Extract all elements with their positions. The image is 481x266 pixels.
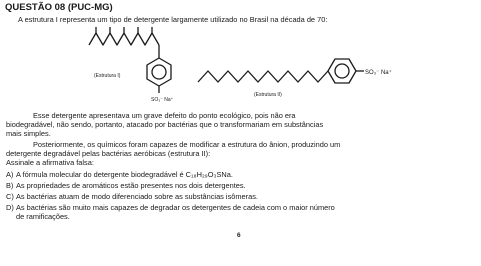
intro-text: A estrutura I representa um tipo de detergente largamente utilizado no Brasil na década de 70:	[18, 15, 328, 24]
paragraph1-line2: biodegradável, não sendo, portanto, atacado por bactérias que o transformariam em substâncias	[6, 120, 324, 129]
structure2-label: (Estrutura II)	[254, 92, 282, 98]
question-prompt: Assinale a afirmativa falsa:	[6, 158, 94, 167]
option-d-text: As bactérias são muito mais capazes de degradar os detergentes de cadeia com o maior número	[16, 203, 335, 212]
paragraph1-line1: Esse detergente apresentava um grave defeito do ponto ecológico, pois não era	[33, 111, 296, 120]
paragraph1-line3: mais simples.	[6, 129, 51, 138]
paragraph2-line2: detergente degradável pelas bactérias aeróbicas (estrutura II):	[6, 149, 211, 158]
option-d-letter: D)	[6, 203, 14, 212]
page-number: 6	[237, 232, 241, 239]
paragraph2-line1: Posteriormente, os químicos foram capazes de modificar a estrutura do ânion, produzindo um	[33, 140, 341, 149]
structure2-chain	[198, 71, 328, 82]
option-b-text: As propriedades de aromáticos estão presentes nos dois detergentes.	[16, 181, 246, 190]
structure2-benzene-ring	[328, 59, 364, 83]
option-c-text: As bactérias atuam de modo diferenciado sobre as substâncias isômeras.	[16, 192, 258, 201]
option-a-letter: A)	[6, 170, 14, 179]
structure1-chain	[89, 27, 159, 58]
option-a[interactable]	[6, 170, 233, 179]
structure1-label: (Estrutura I)	[94, 73, 121, 79]
option-c-letter: C)	[6, 192, 14, 201]
option-b-letter: B)	[6, 181, 14, 190]
question-title: QUESTÃO 08 (PUC-MG)	[5, 2, 113, 13]
structure1-benzene-ring	[147, 58, 171, 93]
option-c[interactable]	[6, 192, 258, 201]
structure1-group: SO₃⁻ Na⁺	[151, 97, 174, 103]
option-d-text-continued: de ramificações.	[16, 212, 70, 221]
option-d[interactable]	[6, 203, 335, 212]
option-a-text: A fórmula molecular do detergente biodegradável é C₁₈H₂₉O₃SNa.	[16, 170, 233, 179]
structure2-group: SO₃⁻ Na⁺	[365, 70, 392, 76]
option-b[interactable]	[6, 181, 246, 190]
